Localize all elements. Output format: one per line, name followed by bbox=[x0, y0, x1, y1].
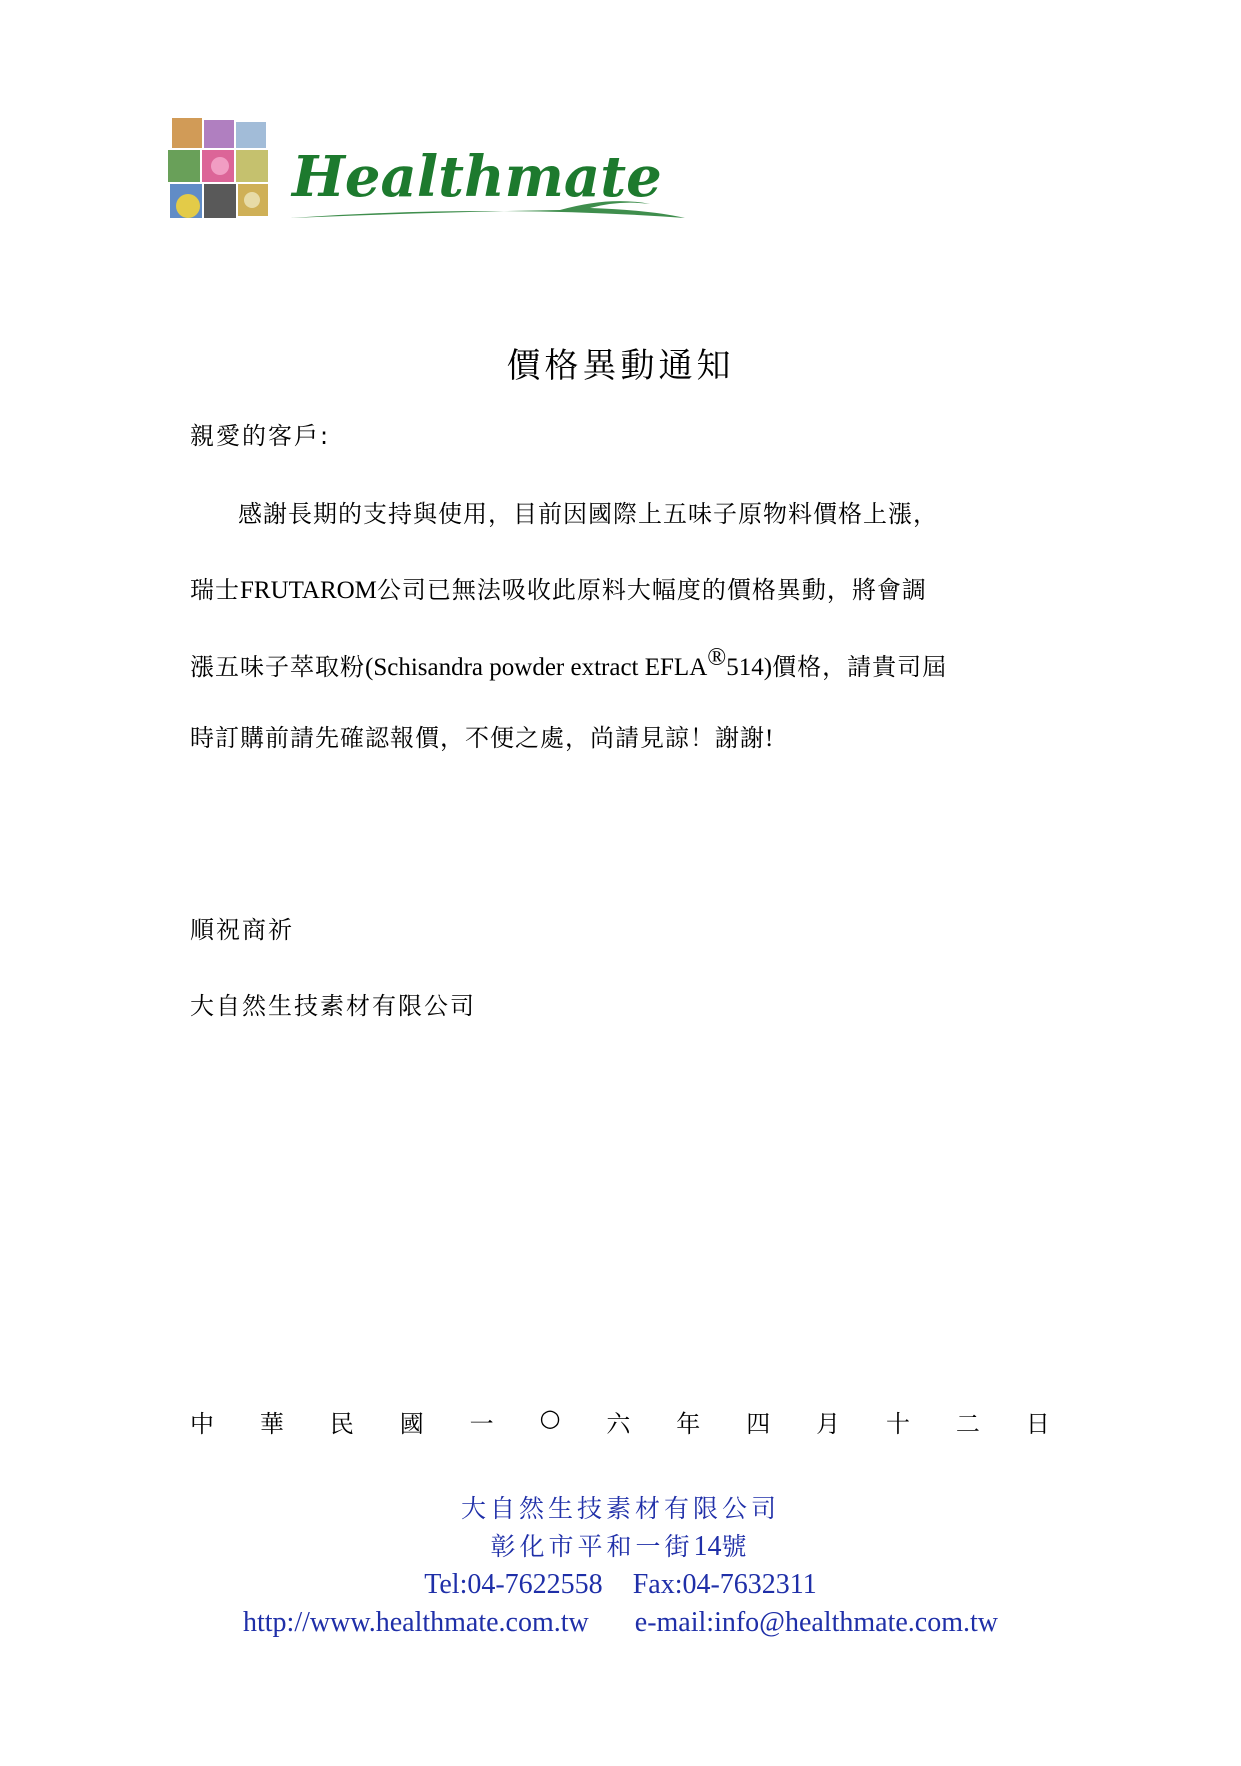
closing-greeting: 順祝商祈 bbox=[190, 916, 294, 944]
date-char: 民 bbox=[329, 1410, 354, 1438]
page-title: 價格異動通知 bbox=[506, 346, 735, 386]
product-mosaic-logo bbox=[168, 118, 276, 222]
footer-company: 大自然生技素材有限公司 bbox=[460, 1494, 780, 1523]
body-text: 感謝長期的支持與使用，目前因國際上五味子原物料價格上漲， bbox=[238, 500, 938, 528]
footer-fax: Fax:04-7632311 bbox=[632, 1569, 817, 1600]
body-line-3 bbox=[190, 644, 1050, 682]
healthmate-wordmark bbox=[290, 134, 690, 224]
body-text: 漲五味子萃取粉 bbox=[190, 653, 365, 681]
footer-email-link[interactable]: e-mail:info@healthmate.com.tw bbox=[634, 1607, 998, 1638]
body-line-1 bbox=[238, 494, 1098, 529]
date-char: 一 bbox=[469, 1410, 494, 1438]
date-char: 六 bbox=[606, 1410, 631, 1438]
letterhead-footer bbox=[0, 1490, 1241, 1642]
date-char: 日 bbox=[1025, 1410, 1050, 1438]
body-line-2 bbox=[190, 570, 1050, 605]
footer-tel: Tel:04-7622558 bbox=[424, 1569, 603, 1600]
body-text: 價格，請貴司屆 bbox=[772, 653, 948, 681]
footer-web-row bbox=[0, 1604, 1241, 1642]
body-text: 時訂購前請先確認報價，不便之處，尚請見諒！謝謝 bbox=[190, 724, 765, 752]
date-char: 華 bbox=[259, 1410, 284, 1438]
signature-company: 大自然生技素材有限公司 bbox=[190, 992, 476, 1020]
date-char: 十 bbox=[886, 1410, 911, 1438]
body-line-4 bbox=[190, 718, 1050, 753]
date-char: 月 bbox=[816, 1410, 841, 1438]
letter-date bbox=[190, 1404, 1050, 1439]
date-char: 中 bbox=[190, 1410, 214, 1438]
registered-mark: ® bbox=[707, 644, 727, 671]
supplier-name: FRUTAROM bbox=[240, 577, 377, 604]
footer-address bbox=[0, 1528, 1241, 1566]
footer-website-link[interactable]: http://www.healthmate.com.tw bbox=[242, 1607, 589, 1638]
product-code: 514) bbox=[726, 654, 773, 681]
date-char: 四 bbox=[746, 1410, 771, 1438]
date-char: ○ bbox=[539, 1404, 561, 1432]
body-text: ! bbox=[765, 725, 774, 752]
address-number: 14 bbox=[693, 1531, 722, 1562]
body-text: 瑞士 bbox=[190, 576, 240, 604]
date-char: 二 bbox=[955, 1410, 980, 1438]
footer-phone-row bbox=[0, 1566, 1241, 1604]
body-text: 公司已無法吸收此原料大幅度的價格異動，將會調 bbox=[376, 576, 927, 604]
address-text: 彰化市平和一街 bbox=[490, 1532, 694, 1561]
company-logo bbox=[168, 112, 688, 222]
salutation: 親愛的客戶: bbox=[190, 422, 331, 450]
address-text: 號 bbox=[721, 1532, 751, 1561]
wordmark-text: Healthmate bbox=[292, 144, 662, 210]
date-char: 國 bbox=[399, 1410, 424, 1438]
date-char: 年 bbox=[676, 1410, 701, 1438]
product-name: (Schisandra powder extract EFLA bbox=[365, 654, 708, 681]
